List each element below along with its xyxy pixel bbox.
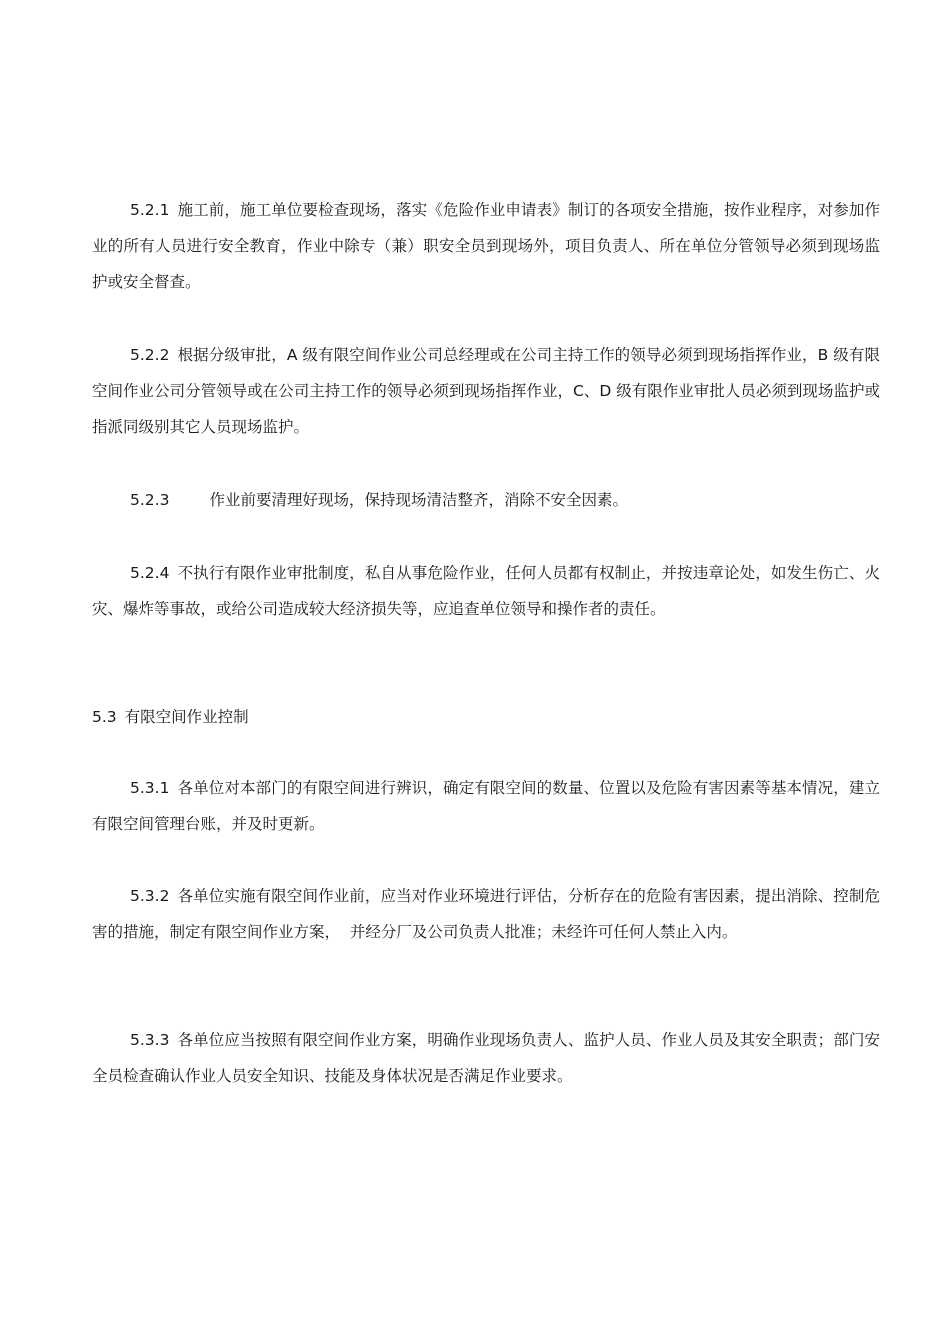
section-5-3-heading [92, 699, 880, 735]
section-5-2-2 [92, 337, 880, 445]
section-text: 各单位实施有限空间作业前，应当对作业环境进行评估，分析存在的危险有害因素，提出消除、控制危害的措施，制定有限空间作业方案， 并经分厂及公司负责人批准；未经许可任何人禁止入内。 [92, 887, 880, 941]
section-text: 各单位对本部门的有限空间进行辨识，确定有限空间的数量、位置以及危险有害因素等基本情况，建立有限空间管理台账，并及时更新。 [92, 779, 880, 833]
section-text: 根据分级审批，A 级有限空间作业公司总经理或在公司主持工作的领导必须到现场指挥作业，B 级有限空间作业公司分管领导或在公司主持工作的领导必须到现场指挥作业，C、D 级有限作业审批人员必须到现场监护或指派同级别其它人员现场监护。 [92, 346, 880, 436]
section-5-2-1 [92, 192, 880, 300]
section-text: 施工前，施工单位要检查现场，落实《危险作业申请表》制订的各项安全措施，按作业程序，对参加作业的所有人员进行安全教育，作业中除专（兼）职安全员到现场外，项目负责人、所在单位分管领导必须到现场监护或安全督查。 [92, 201, 880, 291]
section-number: 5.3.1 [130, 779, 170, 797]
section-5-3-3 [92, 1022, 880, 1094]
section-number: 5.3.3 [130, 1031, 170, 1049]
section-heading-text: 有限空间作业控制 [124, 708, 249, 726]
section-text: 各单位应当按照有限空间作业方案，明确作业现场负责人、监护人员、作业人员及其安全职责；部门安全员检查确认作业人员安全知识、技能及身体状况是否满足作业要求。 [92, 1031, 880, 1085]
section-number: 5.3 [92, 708, 117, 726]
section-5-3-2 [92, 878, 880, 950]
section-number: 5.2.4 [130, 564, 170, 582]
section-number: 5.2.1 [130, 201, 170, 219]
section-5-3-1 [92, 770, 880, 842]
section-5-2-4 [92, 555, 880, 627]
section-number: 5.2.3 [130, 491, 170, 509]
section-text: 不执行有限作业审批制度，私自从事危险作业，任何人员都有权制止，并按违章论处，如发生伤亡、火灾、爆炸等事故，或给公司造成较大经济损失等，应追查单位领导和操作者的责任。 [92, 564, 880, 618]
section-text: 作业前要清理好现场，保持现场清洁整齐，消除不安全因素。 [209, 491, 628, 509]
section-number: 5.3.2 [130, 887, 170, 905]
section-5-2-3 [92, 482, 880, 518]
section-number: 5.2.2 [130, 346, 170, 364]
